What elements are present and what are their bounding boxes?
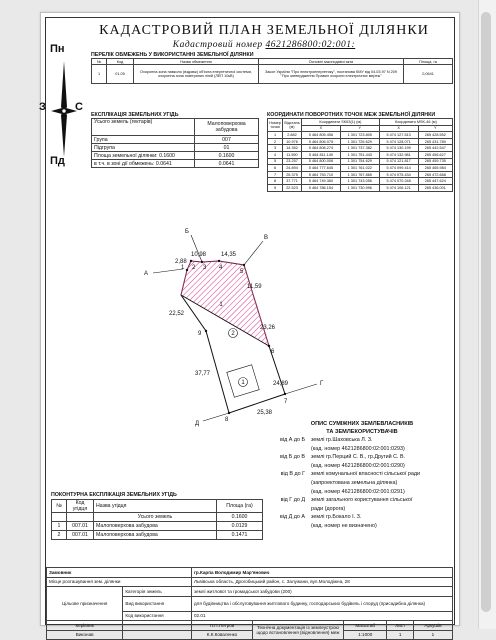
cell: 265 442.547: [418, 145, 452, 152]
cell: 5 464 811.149: [302, 151, 341, 158]
cell: Закон України "Про електроенергетику", постанова КМУ від 04.03.97 N 209 "Про затвердження Правил охорони електричних мереж": [259, 65, 404, 84]
neighbor-letter: Б: [185, 229, 189, 235]
cell: 5 474 075.434: [379, 171, 418, 178]
col-name: Назва обмеження: [134, 59, 259, 65]
col-area: Площа (га): [217, 500, 263, 513]
scale-value: 1:1000: [344, 630, 387, 640]
cell: Малоповерхова забудова: [94, 522, 217, 531]
contour-heading: ПОКОНТУРНА ЕКСПЛІКАЦІЯ ЗЕМЕЛЬНИХ УГІДЬ: [51, 492, 177, 498]
neighbor-description: (кад. номер 4621286800:02:001:0291): [311, 488, 405, 495]
cell: 5 464 749.360: [302, 178, 341, 185]
sheets-value: 1: [413, 630, 452, 640]
point-label: 9: [198, 331, 202, 337]
code-label: Код використання: [123, 611, 192, 621]
col-distance: Відстань (м): [283, 119, 302, 132]
contour-table: [51, 499, 263, 540]
neighbor-segment: від Б до В: [280, 454, 305, 461]
neighbors-description: [269, 420, 455, 531]
compass-west-label: З: [39, 101, 46, 113]
compass-north-label: Пн: [50, 43, 65, 55]
location-value: Львівська область, Дрогобицький район, с. Залужани, вул.Молодіжна, 28: [192, 577, 453, 587]
neighbor-description: землі гр.Шаховська Л. З.: [311, 437, 373, 443]
cell: 2.882: [283, 132, 302, 139]
side-label: 23,26: [260, 325, 276, 331]
cell: 5 474 121.817: [379, 158, 418, 165]
point-label: 4: [219, 265, 223, 271]
col-num: №: [52, 500, 67, 513]
side-label: 22,52: [169, 311, 185, 317]
table-row: [52, 513, 263, 522]
cell: 1 301 754.629: [340, 158, 379, 165]
use-value: для будівництва і обслуговування житлового будинку, господарських будівель і споруд (присадибна ділянка): [192, 596, 453, 611]
cell: 5 474 070.248: [379, 178, 418, 185]
cell: 7: [268, 171, 283, 178]
col-num: №: [92, 59, 107, 65]
cell: 6: [268, 165, 283, 172]
neighbor-segment: від В до Г: [280, 471, 305, 478]
cell: 14.352: [283, 145, 302, 152]
restrictions-heading: ПЕРЕЛІК ОБМЕЖЕНЬ У ВИКОРИСТАННІ ЗЕМЕЛЬНОЇ ДІЛЯНКИ: [91, 52, 254, 58]
restriction-zone: [181, 261, 269, 346]
owner-label: Замовник: [47, 568, 192, 578]
point-label: 1: [181, 265, 185, 271]
cell: Площа земельної ділянки: 0.1600: [92, 152, 195, 160]
neighbors-heading-1: ОПИС СУМІЖНИХ ЗЕМЛЕВЛАСНИКІВ: [310, 421, 414, 427]
col-point: Номер точки: [268, 119, 283, 132]
document-title: КАДАСТРОВИЙ ПЛАН ЗЕМЕЛЬНОЇ ДІЛЯНКИ: [99, 23, 429, 38]
neighbor-segment: від Д до А: [279, 514, 305, 521]
cell: 007.01: [67, 531, 94, 540]
point-label: 3: [203, 265, 207, 271]
circled-number-1: 1: [241, 380, 245, 386]
point-label: 2: [192, 265, 196, 271]
cell: 5 464 805.456: [302, 132, 341, 139]
cell: 11.590: [283, 151, 302, 158]
col-msk46: Координати MSK-46 (м): [379, 119, 452, 126]
cell: 5 464 753.710: [302, 171, 341, 178]
neighbor-row: [269, 445, 455, 454]
cell: 1 301 723.805: [340, 132, 379, 139]
cell: 1 301 730.996: [340, 184, 379, 191]
cell: Усього земель: [94, 513, 217, 522]
cell: 5 474 128.071: [379, 138, 418, 145]
cell: 265 428.552: [418, 132, 452, 139]
col-total: Усього земель (гектарів): [92, 119, 195, 136]
cell: 1: [268, 132, 283, 139]
cell: [67, 513, 94, 522]
cell: 265 472.668: [418, 171, 452, 178]
col-area: Площа, га: [404, 59, 453, 65]
parcel-plan-drawing: [41, 13, 459, 433]
compass-south-label: Пд: [50, 155, 65, 167]
cell: 22.523: [283, 184, 302, 191]
neighbor-letter: В: [264, 235, 269, 241]
cell: 1 301 726.629: [340, 138, 379, 145]
cell: 2: [52, 531, 67, 540]
cell: 5 464 777.645: [302, 165, 341, 172]
col-y: Y: [340, 125, 379, 132]
cell: 1 301 767.865: [340, 171, 379, 178]
title-block: [46, 567, 453, 640]
cell: 25.375: [283, 171, 302, 178]
cell: 0.0641: [195, 160, 259, 168]
cell: 2: [268, 138, 283, 145]
cell: 1: [92, 65, 107, 84]
cell: Підгрупа: [92, 144, 195, 152]
neighbor-letter: Г: [320, 381, 324, 387]
cell: 8: [268, 178, 283, 185]
code-value: 02.01: [192, 611, 453, 621]
circled-number-2: 2: [231, 331, 235, 337]
cell: 0.1471: [217, 531, 263, 540]
subtitle-prefix: Кадастровий номер: [172, 40, 263, 50]
neighbor-segment: [269, 479, 311, 488]
table-header-row: [52, 500, 263, 513]
cell: 5: [268, 158, 283, 165]
cell: 007.01: [67, 522, 94, 531]
cell: 5 474 130.199: [379, 145, 418, 152]
table-row: [47, 568, 453, 578]
compass-east-label: С: [75, 101, 83, 113]
neighbor-segment: [269, 445, 311, 454]
use-label: Вид використання: [123, 596, 192, 611]
neighbor-segment: від Г до Д: [280, 497, 305, 504]
neighbor-row: [269, 479, 455, 488]
neighbor-segment: [269, 505, 311, 514]
cell: в т.ч. в зоні дії обмежень: 0.0641: [92, 160, 195, 168]
neighbor-description: (запроектована земельна ділянка): [311, 479, 398, 486]
neighbor-row: [269, 453, 455, 462]
col-code: Код угідця: [67, 500, 94, 513]
cell: 1 301 761.022: [340, 165, 379, 172]
side-label: 10,98: [191, 252, 207, 258]
neighbor-description: землі гр.Перций С. В., гр.Другий С. В.: [311, 454, 406, 461]
cell: 0.1600: [217, 513, 263, 522]
neighbor-row: [269, 462, 455, 471]
neighbor-description: землі комунальної власності сільської ради: [311, 471, 421, 478]
owner-value: гр.Карпа Володимир Мар'янович: [192, 568, 453, 578]
cell: 01.05: [107, 65, 134, 84]
category-label: Категорія земель: [123, 587, 192, 597]
cell: 265 459.735: [418, 158, 452, 165]
cell: 5 464 808.274: [302, 145, 341, 152]
neighbor-segment: [269, 488, 311, 497]
neighbor-description: (кад. номер не визначено): [311, 522, 377, 529]
cell: Група: [92, 136, 195, 144]
side-label: 37,77: [195, 371, 211, 377]
cell: 5 464 800.006: [302, 158, 341, 165]
cell: 265 465.984: [418, 165, 452, 172]
cell: 4: [268, 151, 283, 158]
cell: 1 301 737.382: [340, 145, 379, 152]
cell: 1: [52, 522, 67, 531]
cell: 5 474 127.513: [379, 132, 418, 139]
col-x: X: [302, 125, 341, 132]
cell: Малоповерхова забудова: [94, 531, 217, 540]
scale-label: Масштаб: [344, 621, 387, 631]
document-sheet: [39, 12, 460, 638]
sheets-label: Аркушів: [413, 621, 452, 631]
explication-heading: ЕКСПЛІКАЦІЯ ЗЕМЕЛЬНИХ УГІДЬ: [91, 112, 179, 118]
point-label: 7: [284, 399, 288, 405]
cell: [52, 513, 67, 522]
sheet-value: 1: [387, 630, 413, 640]
cell: 0.0129: [217, 522, 263, 531]
neighbor-row: [269, 470, 455, 479]
table-row: [52, 522, 263, 531]
doc-description: Технічна документація із землеустрою щодо встановлення (відновлення) меж: [253, 621, 344, 640]
cell: 265 431.780: [418, 138, 452, 145]
col-sk63: Координати SK63(1) (м): [302, 119, 380, 126]
col-acts: Основні законодавчі акти: [259, 59, 404, 65]
cell: 265 447.624: [418, 178, 452, 185]
location-label: Місце розташування зем. ділянки: [47, 577, 192, 587]
cell: 0,0641: [404, 65, 453, 84]
cell: 24.894: [283, 165, 302, 172]
cell: 23.257: [283, 158, 302, 165]
cadastral-number: 4621286800:02:001:: [265, 40, 356, 50]
cell: 5 474 099.414: [379, 165, 418, 172]
neighbor-row: [269, 488, 455, 497]
col-name: Назва угідця: [94, 500, 217, 513]
neighbor-segment: [269, 462, 311, 471]
sig2-role: Виконав: [47, 630, 123, 640]
arrow-v: [244, 241, 263, 265]
point-label: 5: [240, 269, 244, 275]
neighbor-description: ради (дорога): [311, 505, 346, 512]
neighbor-description: землі загального користування сільської: [311, 497, 413, 504]
sig1-name: П.П.Петров: [192, 621, 253, 631]
cell: 007: [195, 136, 259, 144]
neighbor-row: [269, 496, 455, 505]
side-label: 11,59: [247, 284, 262, 290]
neighbors-heading-2: ТА ЗЕМЛЕКОРИСТУВАЧІВ: [326, 429, 398, 435]
cell: 5 464 806.075: [302, 138, 341, 145]
cell: 5 464 786.154: [302, 184, 341, 191]
cell: 1 301 743.056: [340, 178, 379, 185]
neighbor-description: (кад. номер 4621286800:02:001:0290): [311, 462, 405, 469]
sheet-label: Лист: [387, 621, 413, 631]
arrow-g: [285, 384, 317, 394]
neighbor-row: [269, 505, 455, 514]
table-row: [47, 621, 453, 631]
cell: 5 474 106.121: [379, 184, 418, 191]
table-row: [52, 531, 263, 540]
neighbor-segment: від А до Б: [280, 437, 305, 443]
cell: 0.1600: [195, 152, 259, 160]
cell: 5 474 132.981: [379, 151, 418, 158]
side-label: 14,35: [221, 252, 237, 258]
category-value: землі житлової та громадської забудови (200): [192, 587, 453, 597]
cell: 01: [195, 144, 259, 152]
coordinates-heading: КООРДИНАТИ ПОВОРОТНИХ ТОЧОК МЕЖ ЗЕМЕЛЬНОЇ ДІЛЯНКИ: [267, 112, 436, 118]
cell: Охоронна зона навколо (вздовж) об'єкта енергетичної системи, охоронна зона повітряних ліній (ЛЕП 10кВ): [134, 65, 259, 84]
neighbor-description: (кад. номер 4621286800:02:001:0293): [311, 445, 405, 452]
cell: 3: [268, 145, 283, 152]
col-lowrise: Малоповерхова забудова: [195, 119, 259, 136]
cell: 265 436.001: [418, 184, 452, 191]
table-row: [47, 630, 453, 640]
side-label: 2,88: [175, 259, 187, 265]
scrollbar-thumb[interactable]: [481, 12, 491, 612]
neighbor-segment: [269, 522, 311, 531]
cell: 265 456.627: [418, 151, 452, 158]
col-x: X: [379, 125, 418, 132]
zone-number: 1: [219, 302, 223, 308]
neighbor-row: [269, 522, 455, 531]
col-y: Y: [418, 125, 452, 132]
point-label: 8: [225, 417, 229, 423]
arrow-a: [153, 269, 183, 273]
table-row: [47, 577, 453, 587]
neighbor-description: землі гр.Бокало І. З.: [311, 514, 362, 521]
cell: 1 301 751.443: [340, 151, 379, 158]
neighbor-letter: А: [144, 271, 149, 277]
col-code: Код: [107, 59, 134, 65]
side-label: 25,38: [257, 410, 273, 416]
table-row: [47, 587, 453, 597]
neighbor-row: [269, 513, 455, 522]
sig2-name: К.К.Коваленко: [192, 630, 253, 640]
side-label: 24,89: [273, 381, 289, 387]
neighbor-row: [269, 436, 455, 445]
neighbor-letter: Д: [195, 421, 200, 427]
cell: 10.976: [283, 138, 302, 145]
point-label: 6: [271, 349, 275, 355]
cell: 9: [268, 184, 283, 191]
purpose-label: Цільове призначення: [47, 587, 123, 621]
cell: 37.771: [283, 178, 302, 185]
sig1-role: Керівник: [47, 621, 123, 631]
